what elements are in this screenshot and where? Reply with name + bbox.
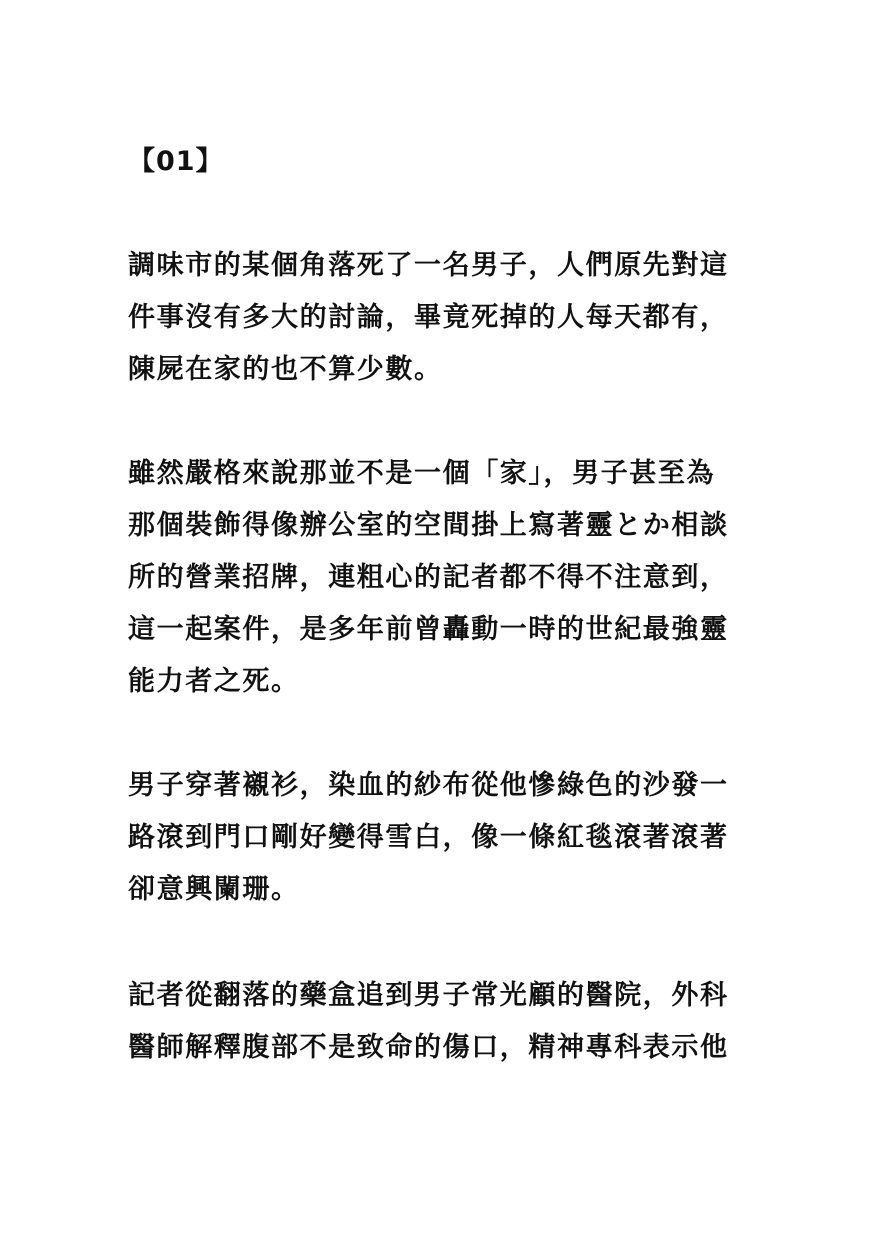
text-line: 調味市的某個角落死了一名男子，人們原先對這: [128, 250, 729, 281]
text-line: 男子穿著襯衫，染血的紗布從他慘綠色的沙發一: [128, 770, 729, 801]
text-line: 卻意興闌珊。: [128, 874, 300, 905]
text-line: 雖然嚴格來說那並不是一個「家」，男子甚至為: [128, 458, 716, 489]
text-line: 件事沒有多大的討論，畢竟死掉的人每天都有，: [128, 302, 729, 333]
paragraph-1: [128, 240, 768, 396]
text-line: 路滾到門口剛好變得雪白，像一條紅毯滾著滾著: [128, 822, 729, 853]
text-line: 醫師解釋腹部不是致命的傷口，精神專科表示他: [128, 1032, 729, 1063]
paragraph-2: [128, 448, 768, 708]
paragraph-4: [128, 970, 768, 1074]
text-line: 所的營業招牌，連粗心的記者都不得不注意到，: [128, 562, 729, 593]
chapter-heading: 【01】: [128, 146, 224, 177]
text-line: 記者從翻落的藥盒追到男子常光顧的醫院，外科: [128, 980, 729, 1011]
text-line: 陳屍在家的也不算少數。: [128, 354, 443, 385]
text-line: 這一起案件，是多年前曾轟動一時的世紀最強靈: [128, 614, 729, 645]
text-line: 能力者之死。: [128, 666, 300, 697]
paragraph-3: [128, 760, 768, 916]
text-line: 那個裝飾得像辦公室的空間掛上寫著靈とか相談: [128, 510, 729, 541]
